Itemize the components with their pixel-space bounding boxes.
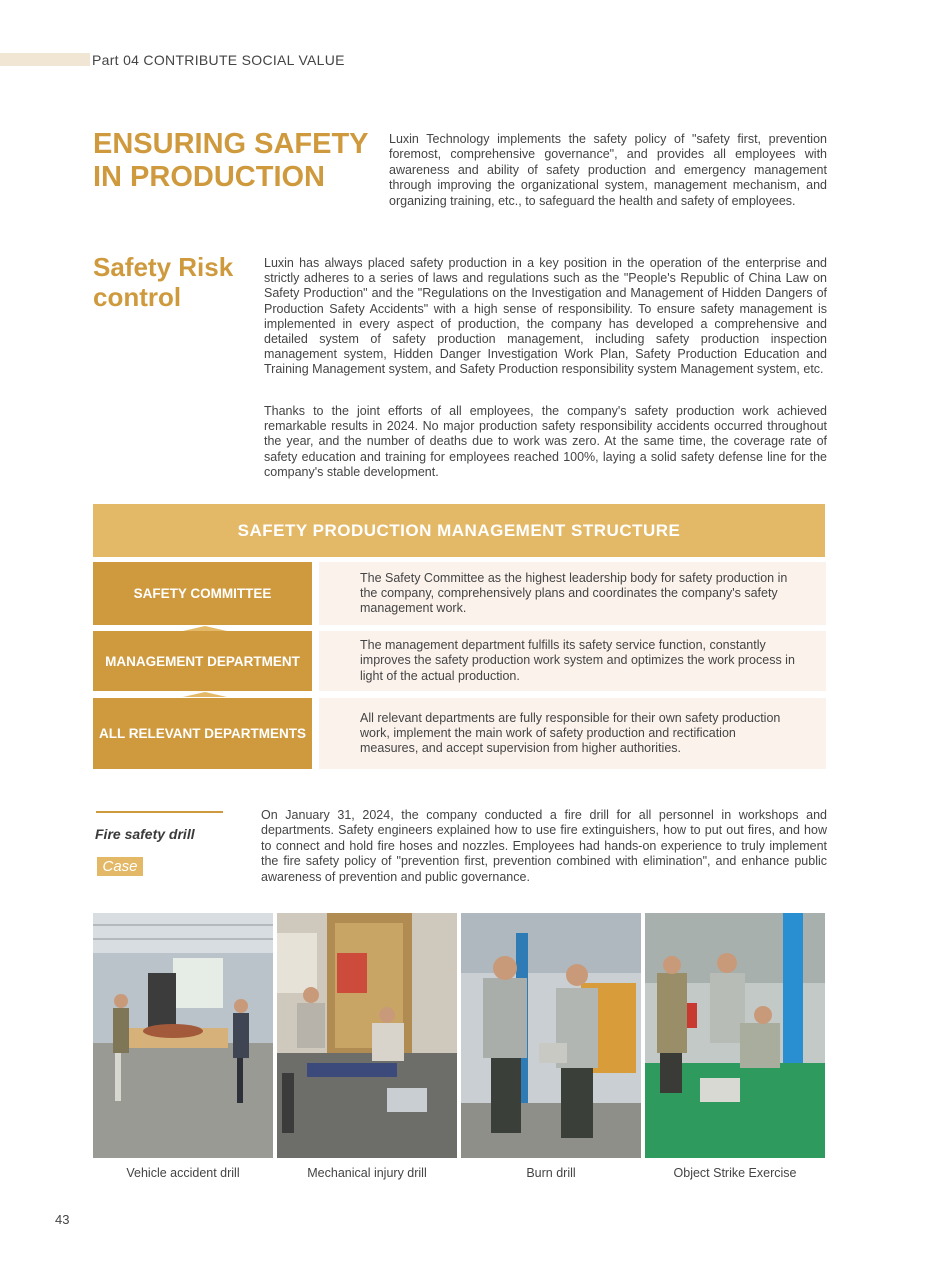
section-title-risk-control: Safety Risk control [93, 252, 234, 312]
photo-object-strike-exercise [645, 913, 825, 1158]
level-desc-management-department: The management department fulfills its safety service function, constantly improves the safety production work system and optimizes the work process in light of the actual production. [319, 631, 826, 691]
level-desc-safety-committee: The Safety Committee as the highest leadership body for safety production in the company, comprehensively plans and coordinates the company's safety management work. [319, 562, 826, 625]
case-badge: Case [97, 857, 143, 876]
risk-paragraph-1: Luxin has always placed safety production in a key position in the operation of the enterprise and strictly adheres to a series of laws and regulations such as the "People's Republic of China Law on Safety Production" and the "Regulations on the Investigation and Management of Hidden Dangers of Production Safety Accidents" with a high sense of responsibility. To ensure safety management is implemented in every aspect of production, the company has developed a comprehensive and detailed system of safety production management, including safety production inspection management system, Hidden Danger Investigation Work Plan, Safety Production Education and Training Management system, and Safety Production responsibility system Management system, etc. [264, 256, 827, 377]
structure-header: SAFETY PRODUCTION MANAGEMENT STRUCTURE [93, 504, 825, 557]
photo-caption: Vehicle accident drill [126, 1166, 240, 1180]
photo-caption: Object Strike Exercise [673, 1166, 797, 1180]
photo-mechanical-injury-drill [277, 913, 457, 1158]
page-number: 43 [55, 1212, 70, 1227]
level-management-department: MANAGEMENT DEPARTMENT [93, 631, 312, 691]
photo-caption: Burn drill [526, 1166, 576, 1180]
arrow-connector [183, 692, 227, 697]
case-paragraph: On January 31, 2024, the company conducted a fire drill for all personnel in workshops and departments. Safety engineers explained how to use fire extinguishers, how to put out fires, and how to connect and hold fire hoses and nozzles. Employees had hands-on experience to truly implement the fire safety policy of "prevention first, prevention combined with elimination", and enhance public awareness of prevention and public governance. [261, 808, 827, 884]
header-accent-bar [0, 53, 90, 66]
photo-burn-drill [461, 913, 641, 1158]
case-title: Fire safety drill [95, 826, 195, 842]
case-divider [96, 811, 223, 813]
photo-vehicle-accident-drill [93, 913, 273, 1158]
section-header: Part 04 CONTRIBUTE SOCIAL VALUE [92, 52, 345, 68]
page-title: ENSURING SAFETY IN PRODUCTION [93, 128, 369, 193]
level-safety-committee: SAFETY COMMITTEE [93, 562, 312, 625]
level-all-relevant-departments: ALL RELEVANT DEPARTMENTS [93, 698, 312, 769]
intro-paragraph: Luxin Technology implements the safety policy of "safety first, prevention foremost, comprehensive governance", and provides all employees with awareness and ability of safety production and emergency management through improving the organizational system, management mechanism, and organizing training, etc., to safeguard the health and safety of employees. [389, 132, 827, 208]
photo-caption: Mechanical injury drill [307, 1166, 427, 1180]
risk-paragraph-2: Thanks to the joint efforts of all employees, the company's safety production work achieved remarkable results in 2024. No major production safety responsibility accidents occurred throughout the year, and the number of deaths due to work was zero. At the same time, the coverage rate of safety education and training for employees reached 100%, laying a solid safety defense line for the company's stable development. [264, 404, 827, 479]
level-desc-all-relevant-departments: All relevant departments are fully responsible for their own safety production work, implement the main work of safety production and rectification measures, and accept supervision from higher authorities. [319, 698, 826, 769]
